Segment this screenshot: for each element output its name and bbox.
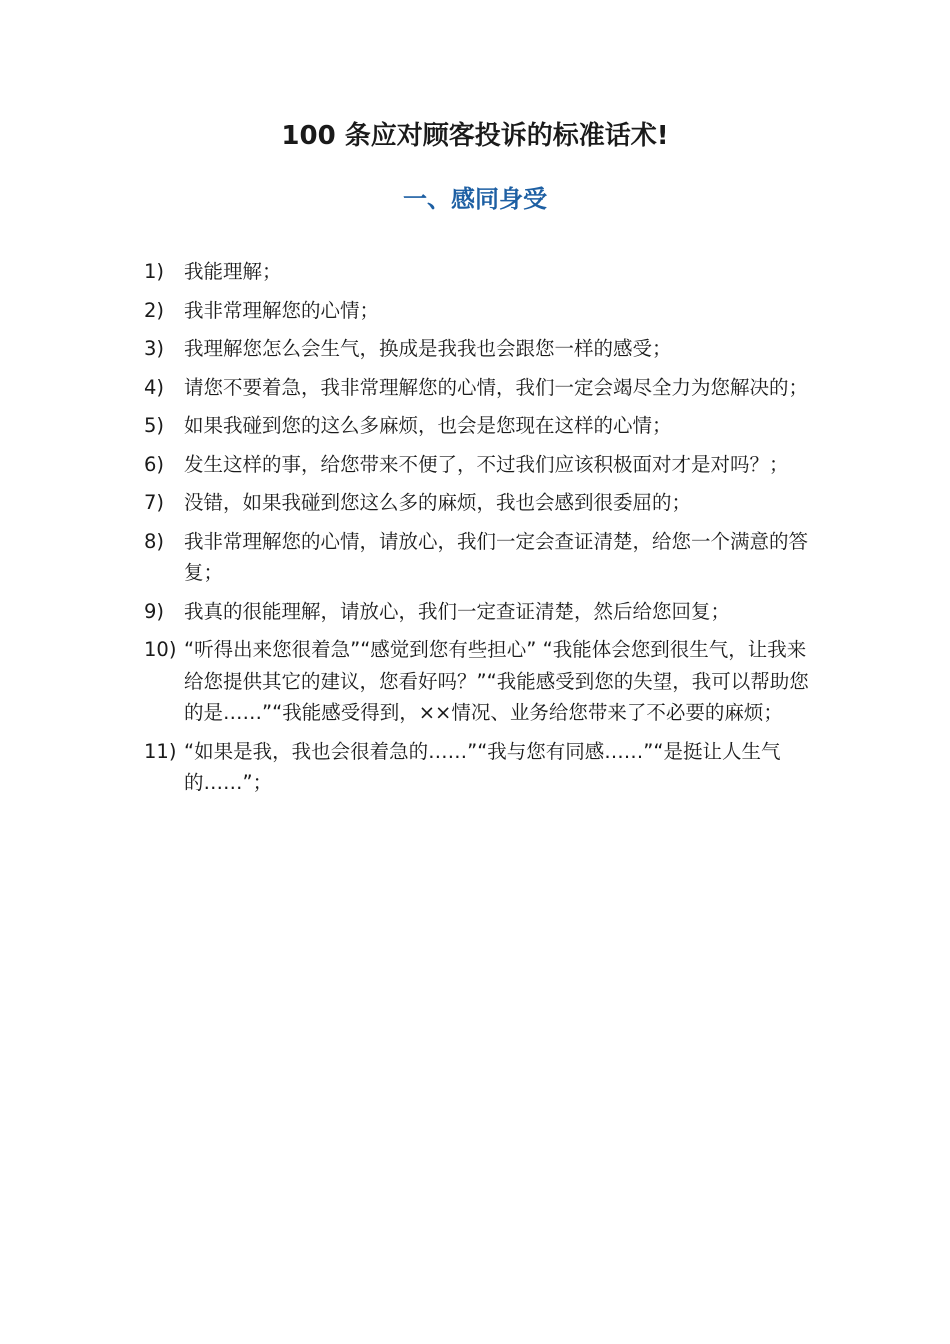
list-item-number: 1)	[144, 260, 165, 283]
list-item-number: 9)	[144, 599, 165, 623]
list-item-text: 我非常理解您的心情，请放心，我们一定会查证清楚，给您一个满意的答复；	[184, 529, 809, 584]
list-item-number: 6)	[144, 452, 165, 476]
list-item-number: 3)	[144, 337, 165, 360]
list-item-number: 5)	[144, 414, 165, 437]
list-item	[144, 372, 814, 404]
list-item-text: 没错，如果我碰到您这么多的麻烦，我也会感到很委屈的；	[184, 491, 692, 514]
list-item	[144, 256, 814, 288]
page-title: 100 条应对顾客投诉的标准话术!	[281, 121, 669, 151]
list-item-number: 2)	[144, 298, 165, 322]
list-item	[144, 333, 814, 365]
list-item	[144, 487, 814, 519]
list-item-text: “听得出来您很着急”“感觉到您有些担心” “我能体会您到很生气，让我来给您提供其它的建议，您看好吗？”“我能感受到您的失望，我可以帮助您的是……”“我能感受得到，××情况、业务给您带来了不必要的麻烦；	[184, 638, 809, 724]
list-item-text: “如果是我，我也会很着急的……”“我与您有同感……”“是挺让人生气的……”；	[184, 739, 781, 794]
list-item-text: 请您不要着急，我非常理解您的心情，我们一定会竭尽全力为您解决的；	[184, 375, 809, 399]
list-item	[144, 736, 814, 799]
list-item-number: 8)	[144, 529, 165, 553]
list-item-number: 7)	[144, 491, 165, 514]
list-item-number: 4)	[144, 375, 165, 399]
list-item	[144, 295, 814, 327]
list-item-number: 10)	[144, 638, 177, 661]
list-item-text: 我真的很能理解，请放心，我们一定查证清楚，然后给您回复；	[184, 599, 731, 623]
list-item-number: 11)	[144, 739, 177, 763]
list-item	[144, 449, 814, 481]
list-item-text: 发生这样的事，给您带来不便了，不过我们应该积极面对才是对吗？；	[184, 452, 789, 476]
list-item-text: 如果我碰到您的这么多麻烦，也会是您现在这样的心情；	[184, 414, 672, 437]
section-heading: 一、感同身受	[403, 185, 547, 213]
list-item-text: 我能理解；	[184, 260, 282, 283]
list-item	[144, 410, 814, 442]
list-item	[144, 634, 814, 729]
list-item-text: 我理解您怎么会生气，换成是我我也会跟您一样的感受；	[184, 337, 672, 360]
list-item-text: 我非常理解您的心情；	[184, 298, 380, 322]
list-item	[144, 526, 814, 589]
script-list	[144, 256, 814, 806]
list-item	[144, 596, 814, 628]
